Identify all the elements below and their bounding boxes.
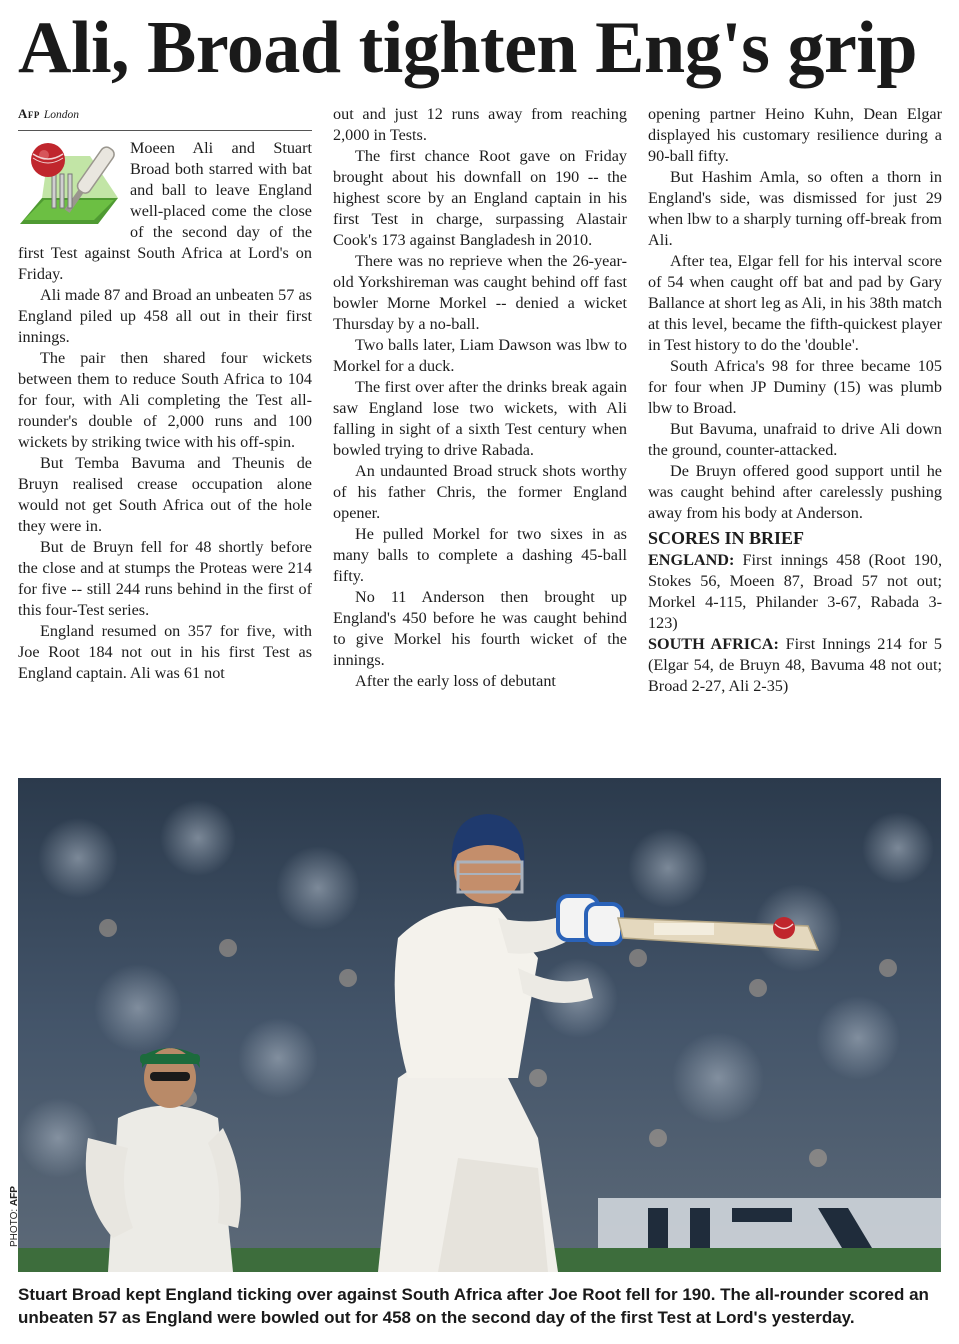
paragraph: An undaunted Broad struck shots worthy of his father Chris, the former England opener. [333, 462, 627, 522]
scores-england [648, 550, 942, 634]
paragraph: No 11 Anderson then brought up England's 450 before he was caught behind to give Morkel his fourth wicket of the innings. [333, 588, 627, 669]
article-column-3 [648, 104, 942, 697]
paragraph: But Bavuma, unafraid to drive Ali down the ground, counter-attacked. [648, 420, 942, 459]
paragraph: But Temba Bavuma and Theunis de Bruyn realised crease occupation alone would not get South Africa out of the hole they were in. [18, 454, 312, 535]
photo-credit-agency: AFP [9, 1186, 20, 1207]
paragraph: England resumed on 357 for five, with Joe Root 184 not out in his first Test as England captain. Ali was 61 not [18, 622, 312, 682]
paragraph: Two balls later, Liam Dawson was lbw to Morkel for a duck. [333, 336, 627, 375]
article-column-2 [333, 104, 627, 692]
paragraph: The first over after the drinks break again saw England lose two wickets, with Ali falling in sight of a sixth Test century when bowled trying to drive Rabada. [333, 378, 627, 459]
paragraph: But Hashim Amla, so often a thorn in England's side, was dismissed for just 29 when lbw to a sharply turning off-break from Ali. [648, 168, 942, 249]
scores-england-text: First innings 458 (Root 190, Stokes 56, Moeen 87, Broad 57 not out; Morkel 4-115, Philander 3-67, Rabada 3-123) [648, 551, 942, 632]
scores-south-africa [648, 634, 942, 697]
photo-credit-label: PHOTO: [9, 1208, 20, 1247]
cricket-icon [18, 138, 122, 230]
headline: Ali, Broad tighten Eng's grip [18, 7, 918, 89]
paragraph: South Africa's 98 for three became 105 for four when JP Duminy (15) was plumb lbw to Broad. [648, 357, 942, 417]
article-column-1 [18, 104, 312, 684]
paragraph: opening partner Heino Kuhn, Dean Elgar displayed his customary resilience during a 90-ball fifty. [648, 105, 942, 165]
paragraph: De Bruyn offered good support until he was caught behind after carelessly pushing away from his body at Anderson. [648, 462, 942, 522]
paragraph: He pulled Morkel for two sixes in as many balls to complete a dashing 45-ball fifty. [333, 525, 627, 585]
scores-sa-text: First Innings 214 for 5 (Elgar 54, de Bruyn 48, Bavuma 48 not out; Broad 2-27, Ali 2-35) [648, 635, 943, 695]
scores-heading: SCORES IN BRIEF [648, 528, 805, 548]
photo-credit [9, 1187, 23, 1247]
photo-illustration [18, 778, 941, 1272]
scores-sa-label: SOUTH AFRICA: [648, 635, 779, 653]
paragraph: But de Bruyn fell for 48 shortly before the close and at stumps the Proteas were 214 for five -- still 244 runs behind in the first of this four-Test series. [18, 538, 312, 619]
byline-agency: Afp [18, 106, 40, 121]
paragraph: After the early loss of debutant [355, 672, 556, 690]
photo-caption: Stuart Broad kept England ticking over against South Africa after Joe Root fell for 190. The all-rounder scored an unbeaten 57 as England were bowled out for 458 on the second day of the first Test at Lord's yesterday. [18, 1285, 929, 1327]
paragraph: out and just 12 runs away from reaching 2,000 in Tests. [333, 105, 627, 144]
byline-place: London [43, 109, 80, 121]
paragraph: The first chance Root gave on Friday brought about his downfall on 190 -- the highest score by an England captain in his first Test in charge, surpassing Alastair Cook's 173 against Bangladesh in 2010. [333, 147, 627, 249]
paragraph: There was no reprieve when the 26-year-old Yorkshireman was caught behind off fast bowler Morne Morkel -- denied a wicket Thursday by a no-ball. [333, 252, 627, 333]
paragraph: Moeen Ali and Stuart Broad both starred with bat and ball to leave England well-placed come the close of the second day of the first Test against South Africa at Lord's on Friday. [18, 139, 312, 283]
paragraph: Ali made 87 and Broad an unbeaten 57 as England piled up 458 all out in their first innings. [18, 286, 312, 346]
scores-england-label: ENGLAND: [648, 551, 735, 569]
photo-cricket-batsman [18, 778, 941, 1272]
paragraph: The pair then shared four wickets between them to reduce South Africa to 104 for four, with Ali completing the Test all-rounder's double of 2,000 runs and 100 wickets by striking twice with his off-spin. [18, 349, 312, 451]
paragraph: After tea, Elgar fell for his interval score of 54 when caught off bat and pad by Gary Ballance at short leg as Ali, in his 38th match at this level, became the fifth-quickest player in Test history to do the 'double'. [648, 252, 943, 354]
byline [18, 104, 312, 131]
